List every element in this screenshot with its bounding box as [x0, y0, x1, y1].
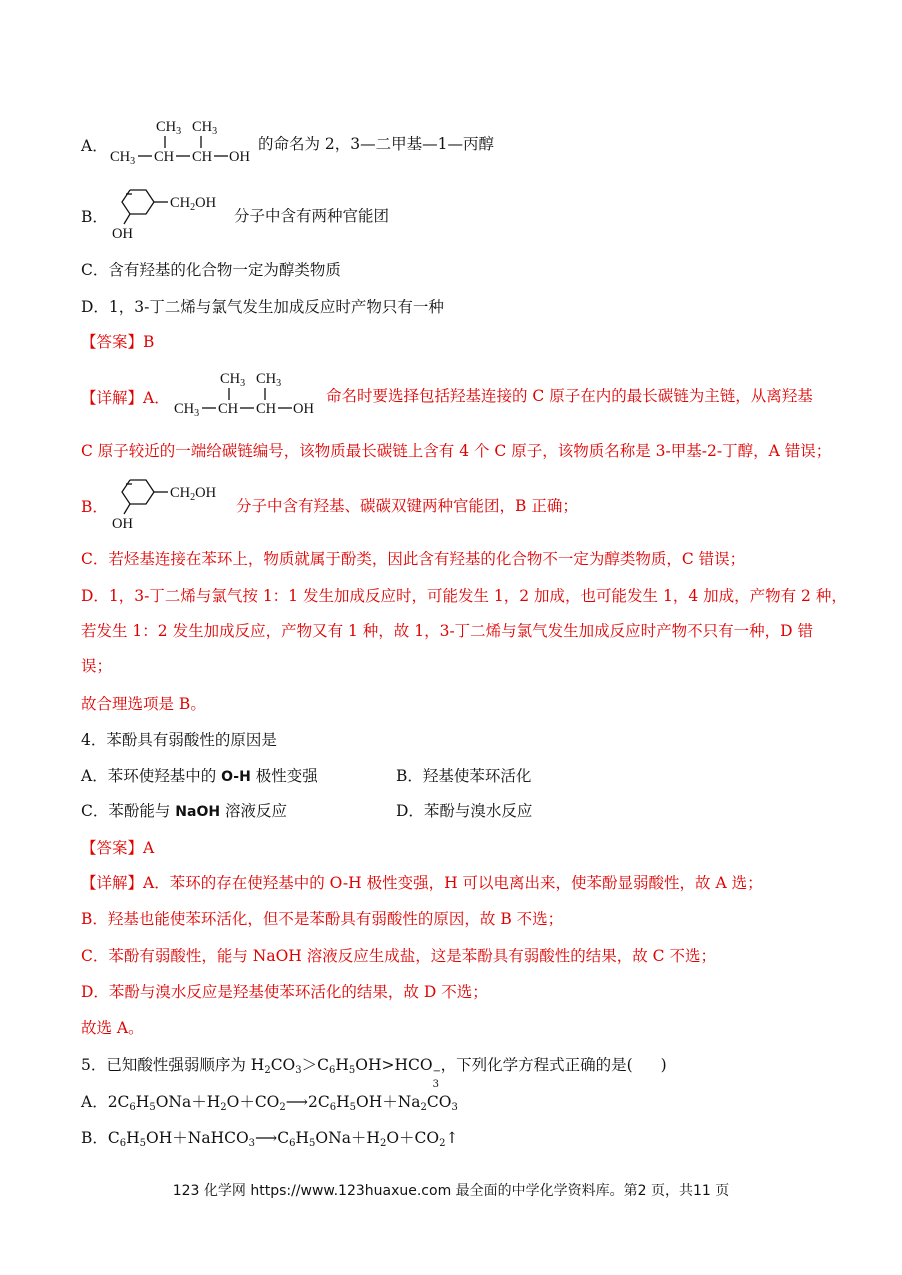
- q5-option-a: A．$2C_6H_5ONa+H_2O+CO_2⟶2C_6H_5OH+Na_2CO_3$: [81, 1093, 458, 1113]
- q3-option-c: C．含有羟基的化合物一定为醇类物质: [81, 261, 341, 279]
- svg-text:OH: OH: [293, 401, 314, 417]
- q4-detail-d: D．苯酚与溴水反应是羟基使苯环活化的结果，故 D 不选；: [81, 983, 488, 1001]
- q3-option-b-text: 分子中含有两种官能团: [234, 207, 390, 225]
- q3-option-b-label: B．: [81, 208, 108, 226]
- mol-ch3-top1: $CH_3$: [156, 119, 182, 137]
- q3-detail-d-line3: 误；: [81, 657, 113, 675]
- ring-oh: OH: [112, 226, 133, 242]
- q3-option-a: [81, 135, 108, 157]
- q3-detail-c: C．若烃基连接在苯环上，物质就属于酚类，因此含有羟基的化合物不一定为醇类物质，C 错误；: [81, 550, 746, 568]
- molecule-cyclohexenol-detail: [108, 474, 238, 534]
- svg-text:CH3: $CH_3$: [220, 371, 246, 389]
- q5-stem: 5．已知酸性强弱顺序为 $H_2CO_3>C_6H_5OH>HCO$ − 3 ，下列化学方程式正确的是( ): [81, 1056, 667, 1090]
- q3-detail-d-line1: D．1，3-丁二烯与氯气按 1：1 发生加成反应时，可能发生 1，2 加成，也可能发生 1，4 加成，产物有 2 种，: [81, 587, 847, 605]
- svg-text:OH: OH: [112, 516, 133, 532]
- molecule-2-3-dimethyl-propanol-detail: [172, 368, 322, 422]
- svg-text:CH3: $CH_3$: [256, 371, 282, 389]
- svg-text:CH: CH: [256, 401, 277, 417]
- q3-detail-b-prefix: B．: [81, 498, 108, 516]
- q4-detail-b: B．羟基也能使苯环活化，但不是苯酚具有弱酸性的原因，故 B 不选；: [81, 910, 564, 928]
- molecule-cyclohexenol: [108, 184, 238, 244]
- q5-option-b: B．$C_6H_5OH+NaHCO_3⟶C_6H_5ONa+H_2O+CO_2↑$: [81, 1129, 459, 1149]
- svg-text:CH2OH: $CH_2OH$: [170, 485, 217, 503]
- q4-stem: 4．苯酚具有弱酸性的原因是: [81, 731, 277, 749]
- q4-option-b: B．羟基使苯环活化: [396, 767, 532, 785]
- q4-option-c: C．苯酚能与 NaOH 溶液反应: [81, 802, 288, 820]
- q4-conclusion: 故选 A。: [81, 1019, 144, 1037]
- q4-answer: 【答案】A: [81, 839, 155, 857]
- q3-option-d: D．1，3-丁二烯与氯气发生加成反应时产物只有一种: [81, 298, 444, 316]
- q3-detail-a-text: 命名时要选择包括羟基连接的 C 原子在内的最长碳链为主链，从离羟基: [326, 387, 813, 405]
- q3-detail-a-prefix: 【详解】A．: [81, 389, 170, 407]
- svg-text:CH3: $CH_3$: [174, 401, 200, 419]
- page-footer: 123 化学网 https://www.123huaxue.com 最全面的中学化学资料库。第2 页，共11 页: [172, 1183, 730, 1199]
- ring-ch2oh: $CH_2OH$: [170, 195, 217, 213]
- mol-ch3-left: $CH_3$: [110, 149, 136, 167]
- q3-detail-d-line2: 若发生 1：2 发生加成反应，产物又有 1 种，故 1，3-丁二烯与氯气发生加成反应时产物不只有一种，D 错: [81, 622, 814, 640]
- q3-detail-a-line2: C 原子较近的一端给碳链编号，该物质最长碳链上含有 4 个 C 原子，该物质名称是 3-甲基-2-丁醇，A 错误；: [81, 442, 832, 460]
- mol-ch3-top2: $CH_3$: [192, 119, 218, 137]
- mol-oh: OH: [229, 149, 250, 165]
- q3-conclusion: 故合理选项是 B。: [81, 695, 206, 713]
- option-label: A．: [81, 137, 108, 155]
- q4-option-d: D．苯酚与溴水反应: [396, 802, 533, 820]
- q3-answer: 【答案】B: [81, 333, 155, 351]
- mol-ch1: CH: [154, 149, 175, 165]
- molecule-2-3-dimethyl-propanol: [108, 116, 258, 170]
- q3-option-a-text: 的命名为 2，3—二甲基—1—丙醇: [258, 135, 495, 153]
- q4-detail-a: 【详解】A．苯环的存在使羟基中的 O-H 极性变强，H 可以电离出来，使苯酚显弱酸性，故 A 选；: [81, 874, 763, 892]
- q4-option-a: A．苯环使羟基中的 O-H 极性变强: [81, 767, 318, 785]
- svg-text:CH: CH: [218, 401, 239, 417]
- q4-detail-c: C．苯酚有弱酸性，能与 NaOH 溶液反应生成盐，这是苯酚具有弱酸性的结果，故 C 不选；: [81, 947, 716, 965]
- mol-ch2: CH: [192, 149, 213, 165]
- q3-detail-b-text: 分子中含有羟基、碳碳双键两种官能团，B 正确；: [236, 497, 578, 515]
